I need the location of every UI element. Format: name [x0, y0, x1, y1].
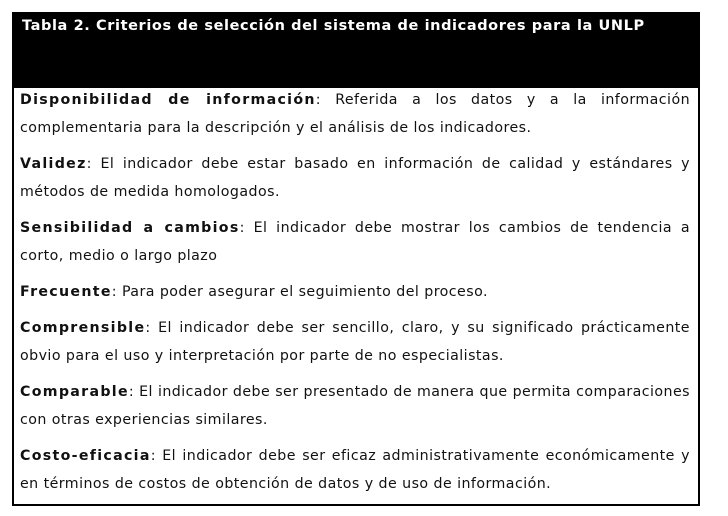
criterion-term: Comprensible [20, 320, 146, 336]
criterion-description: : Para poder asegurar el seguimiento del proceso. [111, 284, 488, 300]
criterion-row [20, 278, 690, 306]
criterion-description: : El indicador debe mostrar los cambios de tendencia a corto, medio o largo plazo [20, 220, 690, 264]
table-title: Tabla 2. Criterios de selección del sistema de indicadores para la UNLP [14, 14, 698, 88]
criterion-description: : El indicador debe ser sencillo, claro, y su significado prácticamente obvio para el uso y interpretación por parte de no especialistas. [20, 320, 690, 364]
criterion-description: : Referida a los datos y a la información complementaria para la descripción y el análisis de los indicadores. [20, 92, 691, 136]
criterion-row [20, 150, 690, 206]
criterion-row [20, 378, 690, 434]
criteria-table [12, 12, 700, 506]
criterion-description: : El indicador debe ser eficaz administrativamente económicamente y en términos de costos de obtención de datos y de uso de información. [20, 448, 690, 492]
criterion-term: Sensibilidad a cambios [20, 220, 240, 236]
criterion-row [20, 214, 690, 270]
criterion-term: Comparable [20, 384, 129, 400]
criterion-term: Frecuente [20, 284, 112, 300]
criterion-term: Disponibilidad de información [20, 92, 316, 108]
criterion-term: Costo-eficacia [20, 448, 151, 464]
criterion-term: Validez [20, 156, 87, 172]
criterion-row [20, 86, 690, 142]
criterion-row [20, 314, 690, 370]
criterion-description: : El indicador debe estar basado en información de calidad y estándares y métodos de medida homologados. [20, 156, 690, 200]
criteria-list [14, 86, 698, 498]
criterion-description: : El indicador debe ser presentado de manera que permita comparaciones con otras experiencias similares. [20, 384, 690, 428]
criterion-row [20, 442, 690, 498]
